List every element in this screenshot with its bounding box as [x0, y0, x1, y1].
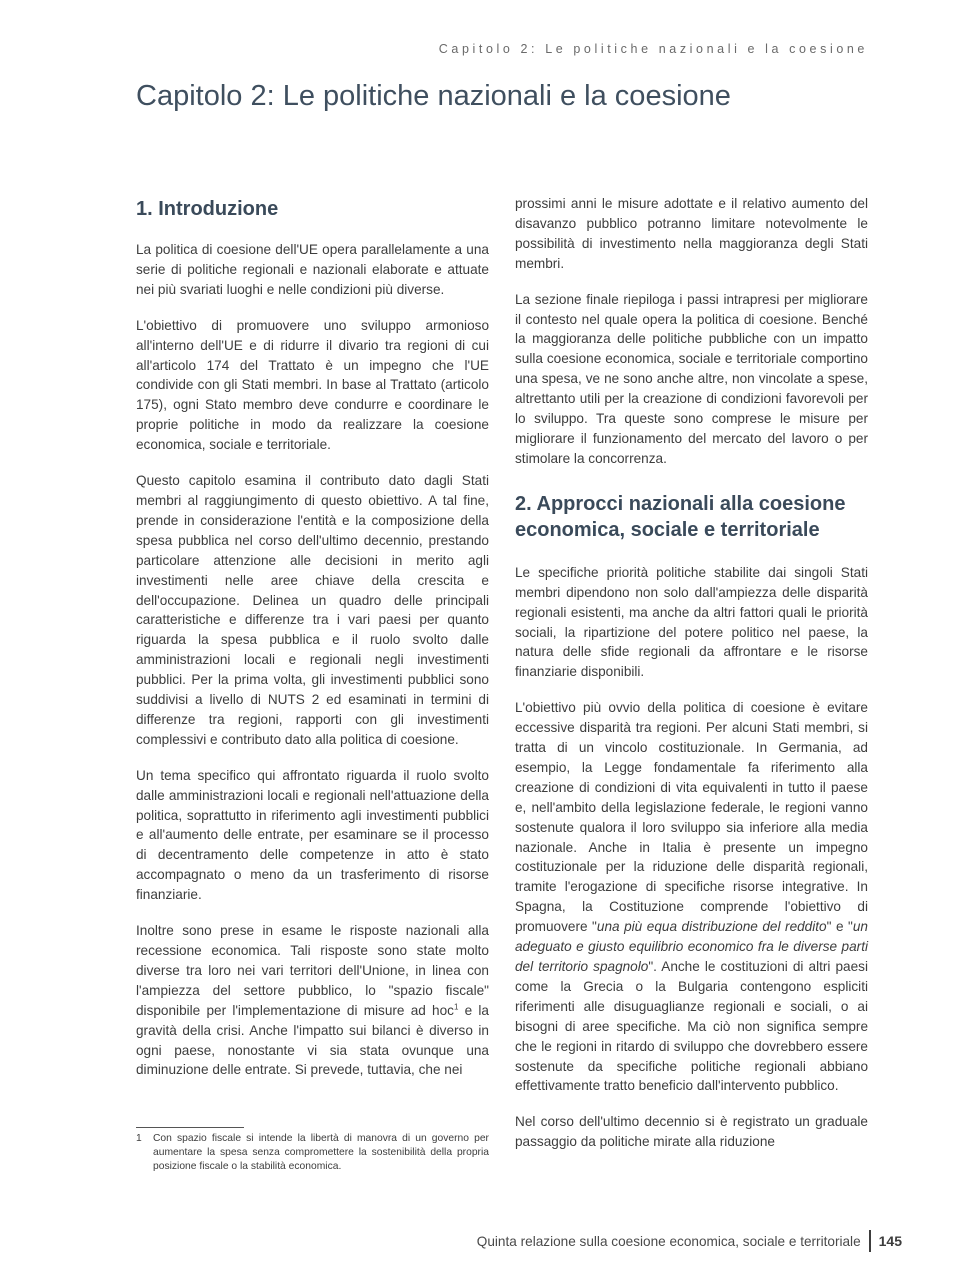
paragraph-text: ". Anche le costituzioni di altri paesi come la Grecia o la Bulgaria contengono espliciti riferimenti alle disuguaglianze regionali e sociali, o ai bisogni di aree specifiche. Ma ciò non significa sempre che le regioni in ritardo di sviluppo che dovrebbero essere sostenute da specifiche politiche regionali abbiano effettivamente tratto beneficio dall'intervento pubblico. [515, 959, 868, 1094]
running-header: Capitolo 2: Le politiche nazionali e la coesione [438, 42, 868, 56]
left-column [136, 196, 489, 1096]
paragraph: La sezione finale riepiloga i passi intrapresi per migliorare il contesto nel quale opera la politica di coesione. Benché la maggioranza delle politiche pubbliche con un impatto sulla coesione economica, sociale e territoriale comportino una spesa, ve ne sono anche altre, non vincolate a spese, altrettanto utili per la creazione di condizioni favorevoli per lo sviluppo. Tra queste sono comprese le misure per migliorare il funzionamento del mercato del lavoro o per stimolare la concorrenza. [515, 291, 868, 466]
paragraph-text: " e " [826, 919, 853, 935]
page-footer [477, 1230, 902, 1252]
paragraph: L'obiettivo di promuovere uno sviluppo armonioso all'interno dell'UE e di ridurre il divario tra regioni di cui all'articolo 174 del Trattato è un impegno che l'UE condivide con gli Stati membri. In base al Trattato (articolo 175), ogni Stato membro deve condurre e coordinare le proprie politiche in modo da realizzare la coesione economica, sociale e territoriale. [136, 317, 489, 453]
paragraph: La politica di coesione dell'UE opera parallelamente a una serie di politiche regionali e nazionali elaborate e attuate nei più svariati luoghi e nelle condizioni più diverse. [136, 242, 489, 297]
footer-title: Quinta relazione sulla coesione economica, sociale e territoriale [476, 1233, 861, 1249]
footnote-text: Con spazio fiscale si intende la libertà di manovra di un governo per aumentare la spesa senza compromettere la sostenibilità della propria posizione fiscale o la stabilità economica. [153, 1133, 489, 1172]
footnote [136, 1132, 489, 1174]
quote-italic: un adeguato e giusto equilibrio economico fra le diverse parti del territorio spagnolo [515, 919, 868, 974]
section-heading-introduzione: 1. Introduzione [136, 198, 279, 220]
page-number: 145 [878, 1233, 902, 1249]
chapter-title: Capitolo 2: Le politiche nazionali e la coesione [136, 80, 731, 112]
paragraph: Un tema specifico qui affrontato riguarda il ruolo svolto dalle amministrazioni locali e regionali nell'attuazione della politica, soprattutto in riferimento agli investimenti pubblici e all'aumento delle entrate, per esaminare se il processo di decentramento delle competenze in atto è stato accompagnato o meno da un trasferimento di risorse finanziarie. [136, 767, 489, 903]
footnote-number: 1 [136, 1133, 142, 1144]
paragraph-text: Inoltre sono prese in esame le risposte nazionali alla recessione economica. Tali risposte sono state molto diverse tra loro nei vari territori dell'Unione, in linea con l'ampiezza del settore pubblico, lo "spazio fiscale" disponibile per l'implementazione di misure ad hoc [136, 923, 489, 1018]
paragraph [515, 698, 868, 1096]
paragraph: prossimi anni le misure adottate e il relativo aumento del disavanzo pubblico potranno limitare notevolmente le possibilità di investimento nella maggioranza degli Stati membri. [515, 196, 868, 271]
footnote-reference: 1 [453, 1002, 459, 1012]
quote-italic: una più equa distribuzione del reddito [596, 919, 827, 935]
paragraph: Le specifiche priorità politiche stabilite dai singoli Stati membri dipendono non solo dall'ampiezza delle disparità regionali esistenti, ma anche da altri fattori quali le priorità sociali, la ripartizione del potere politico nel paese, la natura delle sfide regionali da affrontare e le risorse finanziarie disponibili. [515, 564, 868, 680]
paragraph [136, 921, 489, 1080]
paragraph-text: e la gravità della crisi. Anche l'impatto sui bilanci è diverso in ogni paese, nonostante vi sia stata ovunque una diminuzione delle entrate. Si prevede, tuttavia, che nei [136, 1002, 489, 1078]
footnote-divider [136, 1127, 244, 1128]
paragraph-text: L'obiettivo più ovvio della politica di coesione è evitare eccessive disparità tra regioni. Per alcuni Stati membri, si tratta di un vincolo costituzionale. In Germania, ad esempio, la Legge fondamentale fa riferimento alla creazione di condizioni di vita equivalenti in tutto il paese e, nell'ambito della legislazione federale, le regioni vanno sostenute qualora il loro sviluppo sia inferiore alla media nazionale. Anche in Italia è presente un impegno costituzionale per la riduzione delle disparità regionali, tramite l'erogazione di specifiche risorse integrative. In Spagna, la Costituzione comprende l'obiettivo di promuovere " [515, 700, 868, 935]
paragraph: Nel corso dell'ultimo decennio si è registrato un graduale passaggio da politiche mirate alla riduzione [515, 1114, 868, 1150]
section-heading-approcci-nazionali: 2. Approcci nazionali alla coesione economica, sociale e territoriale [515, 492, 846, 541]
paragraph: Questo capitolo esamina il contributo dato dagli Stati membri al raggiungimento di questo obiettivo. A tal fine, prende in considerazione l'entità e la composizione della spesa pubblica nel corso dell'ultimo decennio, prestando particolare attenzione alle decisioni in merito agli investimenti nelle aree chiave della crescita e dell'occupazione. Delinea un quadro delle principali caratteristiche e differenze tra i vari paesi per quanto riguarda la spesa pubblica e il ruolo svolto dalle amministrazioni locali e regionali negli investimenti pubblici. Per la prima volta, gli investimenti pubblici sono suddivisi a livello di NUTS 2 ed esaminati in termini di differenze tra regioni, rapporti con gli investimenti complessivi e contributo dato alla politica di coesione. [136, 473, 489, 747]
right-column [515, 194, 868, 1168]
